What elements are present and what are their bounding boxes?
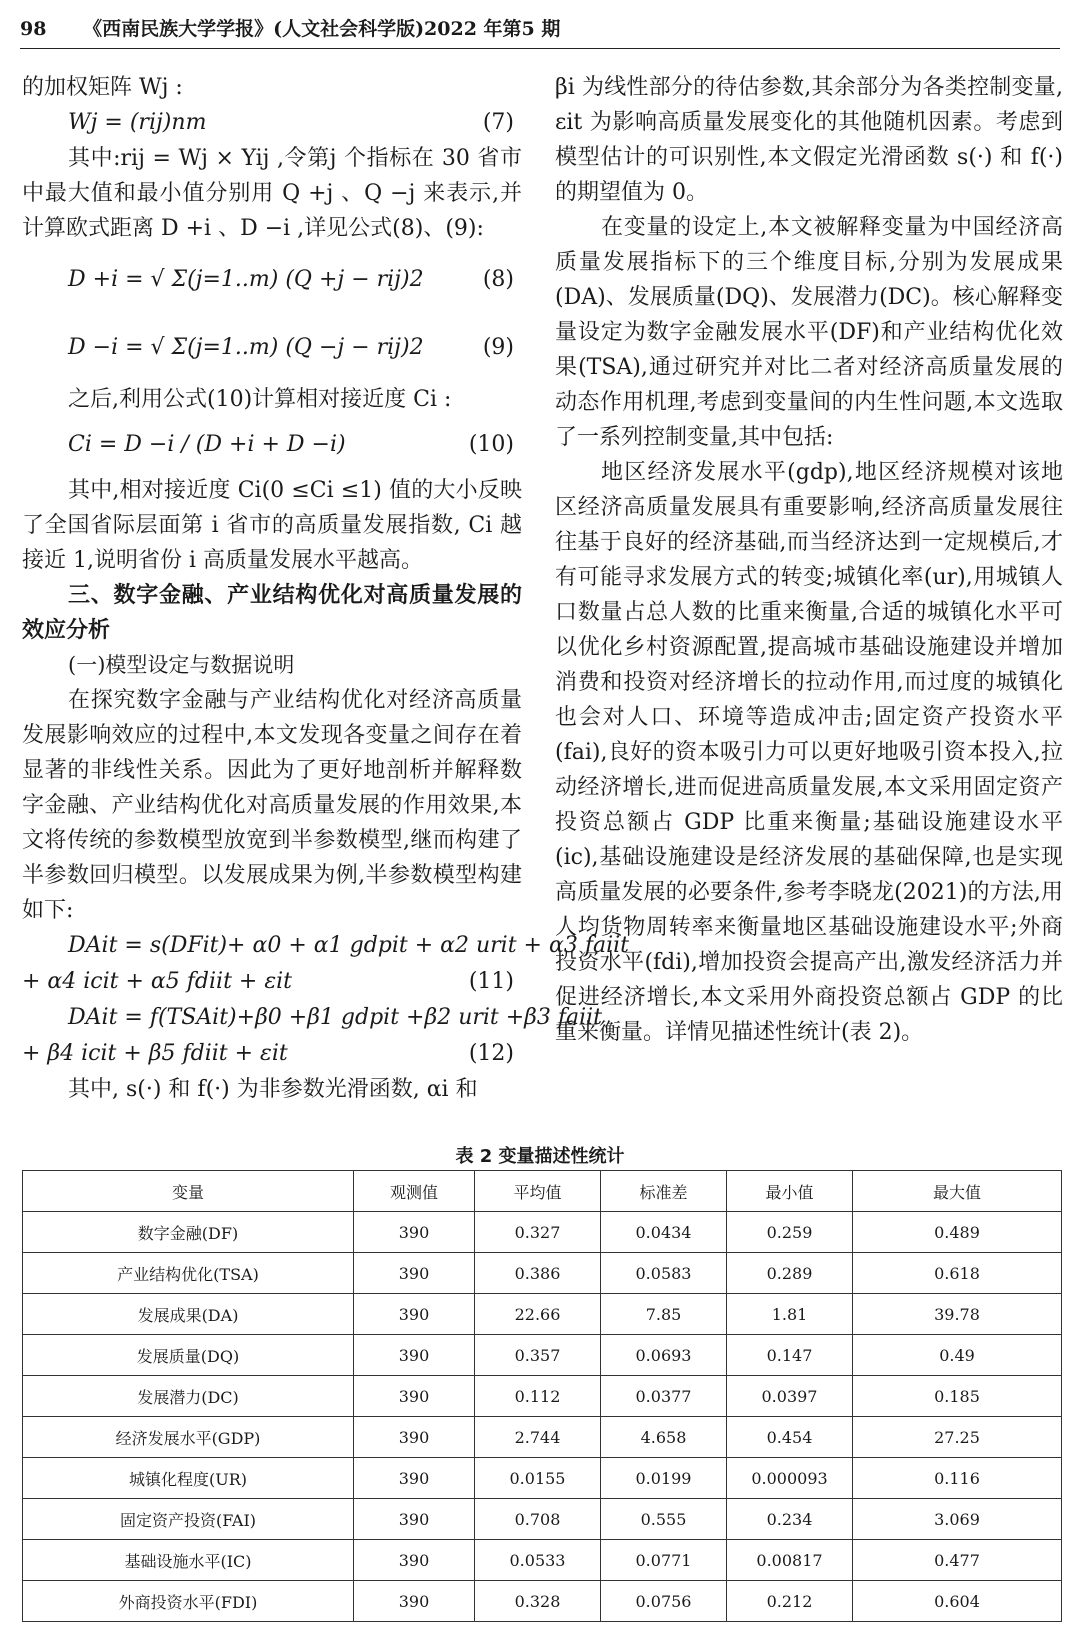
table-cell: 0.0533 [475,1540,601,1581]
table-cell: 外商投资水平(FDI) [23,1581,354,1622]
equation-11-line2: + α4 icit + α5 fdiit + εit (11) [22,969,514,994]
statistics-table [22,1170,1062,1622]
paragraph: 其中,相对接近度 Ci(0 ≤Ci ≤1) 值的大小反映了全国省际层面第 i 省市的高质量发展指数, Ci 越接近 1,说明省份 i 高质量发展水平越高。 [22,478,522,573]
table-row [23,1499,1062,1540]
table-cell: 0.0771 [601,1540,727,1581]
equation-10: Ci = D −i / (D +i + D −i) (10) [68,432,514,457]
table-cell: 0.454 [727,1417,853,1458]
table-cell: 0.328 [475,1581,601,1622]
table-cell: 0.386 [475,1253,601,1294]
paragraph: 地区经济发展水平(gdp),地区经济规模对该地区经济高质量发展具有重要影响,经济高质量发展往往基于良好的经济基础,而当经济达到一定规模后,才有可能寻求发展方式的转变;城镇化率(ur),用城镇人口数量占总人数的比重来衡量,合适的城镇化水平可以优化乡村资源配置,提高城市基础设施建设并增加消费和投资对经济增长的拉动作用,而过度的城镇化也会对人口、环境等造成冲击;固定资产投资水平(fai),良好的资本吸引力可以更好地吸引资本投入,拉动经济增长,进而促进高质量发展,本文采用固定资产投资总额占 GDP 比重来衡量;基础设施建设水平(ic),基础设施建设是经济发展的基础保障,也是实现高质量发展的必要条件,参考李晓龙(2021)的方法,用人均货物周转率来衡量地区基础设施建设水平;外商投资水平(fdi),增加投资会提高产出,激发经济活力并促进经济增长,本文采用外商投资总额占 GDP 的比重来衡量。详情见描述性统计(表 2)。 [555,460,1063,1045]
table-cell: 390 [354,1294,475,1335]
table-cell: 39.78 [853,1294,1062,1335]
col-header: 标准差 [601,1171,727,1212]
table-cell: 0.357 [475,1335,601,1376]
table-cell: 390 [354,1376,475,1417]
table-cell: 0.0397 [727,1376,853,1417]
table-cell: 发展成果(DA) [23,1294,354,1335]
table-cell: 0.0693 [601,1335,727,1376]
col-header: 最大值 [853,1171,1062,1212]
paragraph: 在变量的设定上,本文被解释变量为中国经济高质量发展指标下的三个维度目标,分别为发展成果(DA)、发展质量(DQ)、发展潜力(DC)。核心解释变量设定为数字金融发展水平(DF)和产业结构优化效果(TSA),通过研究并对比二者对经济高质量发展的动态作用机理,考虑到变量间的内生性问题,本文选取了一系列控制变量,其中包括: [555,215,1063,450]
equation-12-line2: + β4 icit + β5 fdiit + εit (12) [22,1041,514,1066]
table-cell: 0.477 [853,1540,1062,1581]
table-row [23,1540,1062,1581]
table-row [23,1294,1062,1335]
paragraph: βi 为线性部分的待估参数,其余部分为各类控制变量, εit 为影响高质量发展变化的其他随机因素。考虑到模型估计的可识别性,本文假定光滑函数 s(·) 和 f(·) 的期望值为 0。 [555,75,1063,205]
table-cell: 0.0756 [601,1581,727,1622]
table-cell: 27.25 [853,1417,1062,1458]
equation-9: D −i = √ Σ(j=1..m) (Q −j − rij)2 (9) [68,335,514,360]
right-column [555,70,1063,1050]
table-header-row [23,1171,1062,1212]
table-cell: 0.49 [853,1335,1062,1376]
table-cell: 产业结构优化(TSA) [23,1253,354,1294]
table-cell: 0.618 [853,1253,1062,1294]
equation-8: D +i = √ Σ(j=1..m) (Q +j − rij)2 (8) [68,267,514,292]
table-cell: 390 [354,1458,475,1499]
table-cell: 390 [354,1335,475,1376]
journal-title: 《西南民族大学学报》(人文社会科学版)2022 年第5 期 [83,18,561,40]
table-cell: 基础设施水平(IC) [23,1540,354,1581]
table-cell: 0.00817 [727,1540,853,1581]
table-row [23,1376,1062,1417]
section-heading: 三、数字金融、产业结构优化对高质量发展的效应分析 [22,582,522,643]
table-cell: 0.327 [475,1212,601,1253]
paragraph: 其中, s(·) 和 f(·) 为非参数光滑函数, αi 和 [68,1077,478,1102]
table-cell: 390 [354,1581,475,1622]
table-cell: 7.85 [601,1294,727,1335]
table-cell: 390 [354,1417,475,1458]
paragraph: 的加权矩阵 Wj : [22,75,183,100]
table-cell: 0.0434 [601,1212,727,1253]
left-column [22,70,629,1107]
table-cell: 0.147 [727,1335,853,1376]
table-cell: 2.744 [475,1417,601,1458]
table-cell: 0.708 [475,1499,601,1540]
table-cell: 发展潜力(DC) [23,1376,354,1417]
table-row [23,1212,1062,1253]
table-cell: 0.185 [853,1376,1062,1417]
table-cell: 0.555 [601,1499,727,1540]
table-row [23,1417,1062,1458]
page-number: 98 [20,18,47,40]
table-cell: 城镇化程度(UR) [23,1458,354,1499]
table-row [23,1335,1062,1376]
col-header: 变量 [23,1171,354,1212]
page-header [20,14,1060,49]
table-row [23,1581,1062,1622]
equation-7: Wj = (rij)nm (7) [68,110,514,135]
table-cell: 0.0377 [601,1376,727,1417]
col-header: 平均值 [475,1171,601,1212]
table-cell: 发展质量(DQ) [23,1335,354,1376]
table-cell: 1.81 [727,1294,853,1335]
table-cell: 固定资产投资(FAI) [23,1499,354,1540]
table-cell: 390 [354,1499,475,1540]
table-cell: 4.658 [601,1417,727,1458]
table-row [23,1253,1062,1294]
table-cell: 0.604 [853,1581,1062,1622]
equation-11-line1: DAit = s(DFit)+ α0 + α1 gdpit + α2 urit + α3 faiit [68,933,629,958]
table-cell: 数字金融(DF) [23,1212,354,1253]
equation-12-line1: DAit = f(TSAit)+β0 +β1 gdpit +β2 urit +β3 faiit [68,1005,603,1030]
subsection-heading: (一)模型设定与数据说明 [68,653,295,677]
table-cell: 0.212 [727,1581,853,1622]
table-cell: 0.0199 [601,1458,727,1499]
table-cell: 0.289 [727,1253,853,1294]
table-cell: 0.489 [853,1212,1062,1253]
table-cell: 0.112 [475,1376,601,1417]
table-cell: 经济发展水平(GDP) [23,1417,354,1458]
table-cell: 0.000093 [727,1458,853,1499]
table-cell: 0.0583 [601,1253,727,1294]
table-cell: 3.069 [853,1499,1062,1540]
table-cell: 0.0155 [475,1458,601,1499]
col-header: 最小值 [727,1171,853,1212]
paragraph: 在探究数字金融与产业结构优化对经济高质量发展影响效应的过程中,本文发现各变量之间存在着显著的非线性关系。因此为了更好地剖析并解释数字金融、产业结构优化对高质量发展的作用效果,本文将传统的参数模型放宽到半参数模型,继而构建了半参数回归模型。以发展成果为例,半参数模型构建如下: [22,688,522,923]
table-cell: 22.66 [475,1294,601,1335]
table-cell: 390 [354,1540,475,1581]
table-caption: 表 2 变量描述性统计 [455,1146,625,1167]
table-cell: 390 [354,1253,475,1294]
table-cell: 0.234 [727,1499,853,1540]
table-cell: 0.259 [727,1212,853,1253]
paragraph: 之后,利用公式(10)计算相对接近度 Ci : [68,387,452,412]
table-cell: 390 [354,1212,475,1253]
paragraph: 其中:rij = Wj × Yij ,令第j 个指标在 30 省市中最大值和最小值分别用 Q +j 、Q −j 来表示,并计算欧式距离 D +i 、D −i ,详见公式(8)、(9): [22,146,522,241]
col-header: 观测值 [354,1171,475,1212]
table-cell: 0.116 [853,1458,1062,1499]
table-row [23,1458,1062,1499]
